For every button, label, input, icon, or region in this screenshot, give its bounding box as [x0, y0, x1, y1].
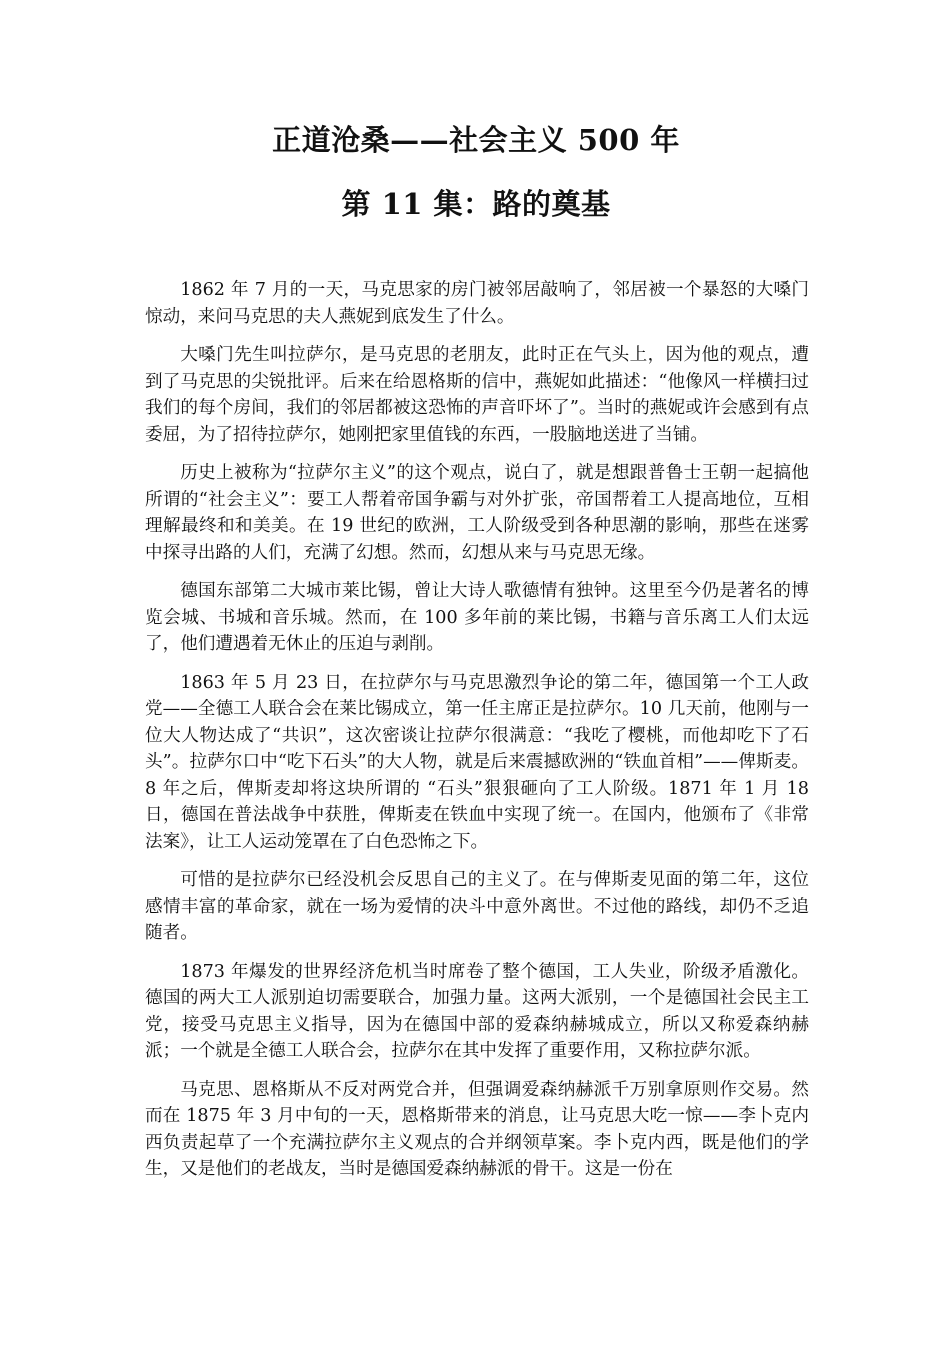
- document-title: 正道沧桑——社会主义 500 年: [272, 123, 680, 157]
- document-body: [145, 277, 809, 1195]
- paragraph: 可惜的是拉萨尔已经没机会反思自己的主义了。在与俾斯麦见面的第二年，这位感情丰富的革命家，就在一场为爱情的决斗中意外离世。不过他的路线，却仍不乏追随者。: [145, 870, 809, 943]
- paragraph: 德国东部第二大城市莱比锡，曾让大诗人歌德情有独钟。这里至今仍是著名的博览会城、书城和音乐城。然而，在 100 多年前的莱比锡，书籍与音乐离工人们太远了，他们遭遇着无休止的压迫与剥削。: [145, 581, 809, 654]
- episode-subtitle: 第 11 集：路的奠基: [341, 187, 611, 221]
- paragraph: 马克思、恩格斯从不反对两党合并，但强调爱森纳赫派千万别拿原则作交易。然而在 1875 年 3 月中旬的一天，恩格斯带来的消息，让马克思大吃一惊——李卜克内西负责起草了一个充满拉萨尔主义观点的合并纲领草案。李卜克内西，既是他们的学生，又是他们的老战友，当时是德国爱森纳赫派的骨干。这是一份在: [145, 1079, 809, 1179]
- paragraph: 历史上被称为“拉萨尔主义”的这个观点，说白了，就是想跟普鲁士王朝一起搞他所谓的“社会主义”：要工人帮着帝国争霸与对外扩张，帝国帮着工人提高地位，互相理解最终和和美美。在 19 世纪的欧洲，工人阶级受到各种思潮的影响，那些在迷雾中探寻出路的人们，充满了幻想。然而，幻想从来与马克思无缘。: [145, 463, 809, 563]
- paragraph: 大嗓门先生叫拉萨尔，是马克思的老朋友，此时正在气头上，因为他的观点，遭到了马克思的尖锐批评。后来在给恩格斯的信中，燕妮如此描述：“他像风一样横扫过我们的每个房间，我们的邻居都被这恐怖的声音吓坏了”。当时的燕妮或许会感到有点委屈，为了招待拉萨尔，她刚把家里值钱的东西，一股脑地送进了当铺。: [145, 345, 809, 445]
- paragraph: 1862 年 7 月的一天，马克思家的房门被邻居敲响了，邻居被一个暴怒的大嗓门惊动，来问马克思的夫人燕妮到底发生了什么。: [145, 280, 809, 327]
- paragraph: 1863 年 5 月 23 日，在拉萨尔与马克思激烈争论的第二年，德国第一个工人政党——全德工人联合会在莱比锡成立，第一任主席正是拉萨尔。10 几天前，他刚与一位大人物达成了“共识”，这次密谈让拉萨尔很满意：“我吃了樱桃，而他却吃下了石头”。拉萨尔口中“吃下石头”的大人物，就是后来震撼欧洲的“铁血首相”——俾斯麦。8 年之后，俾斯麦却将这块所谓的 “石头”狠狠砸向了工人阶级。1871 年 1 月 18 日，德国在普法战争中获胜，俾斯麦在铁血中实现了统一。在国内，他颁布了《非常法案》，让工人运动笼罩在了白色恐怖之下。: [145, 672, 809, 852]
- paragraph: 1873 年爆发的世界经济危机当时席卷了整个德国，工人失业，阶级矛盾激化。德国的两大工人派别迫切需要联合，加强力量。这两大派别，一个是德国社会民主工党，接受马克思主义指导，因为在德国中部的爱森纳赫城成立，所以又称爱森纳赫派；一个就是全德工人联合会，拉萨尔在其中发挥了重要作用，又称拉萨尔派。: [145, 961, 809, 1061]
